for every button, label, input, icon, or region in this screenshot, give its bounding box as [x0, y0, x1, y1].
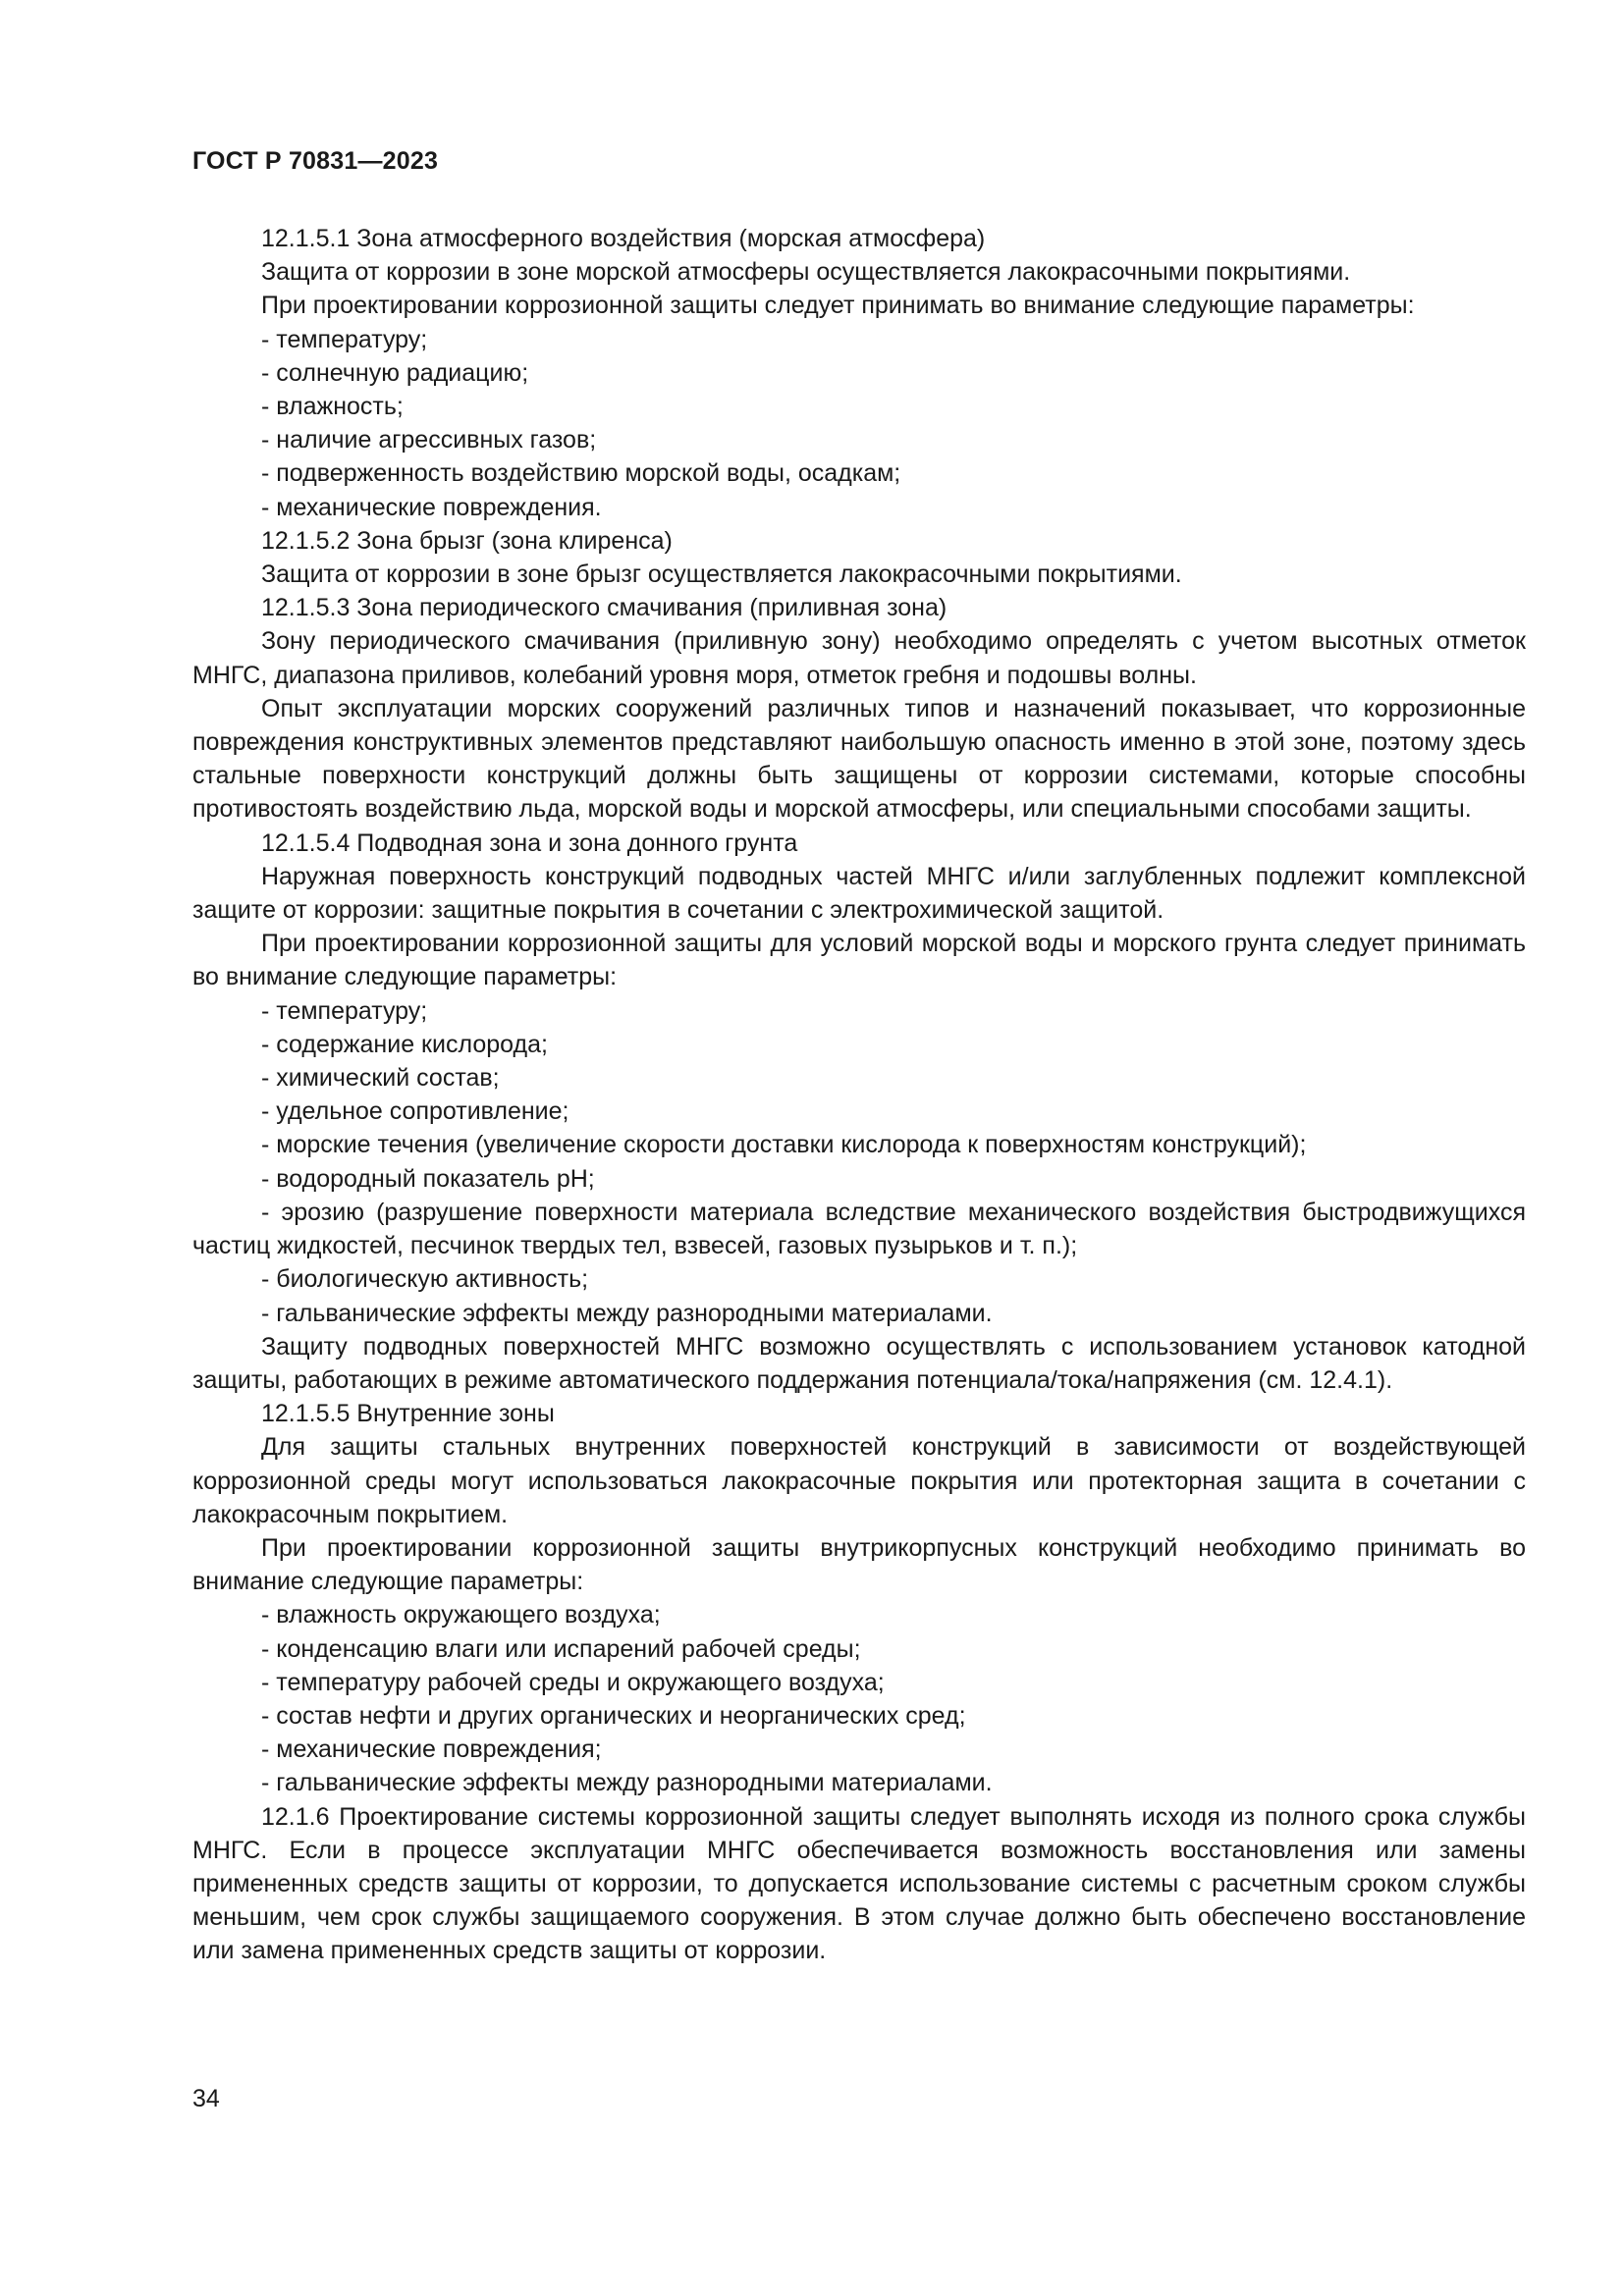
paragraph: Защита от коррозии в зоне морской атмосферы осуществляется лакокрасочными покрытиями. — [261, 258, 1351, 287]
list-item: - химический состав; — [261, 1064, 500, 1093]
list-item: - наличие агрессивных газов; — [261, 426, 597, 454]
section-heading: 12.1.5.3 Зона периодического смачивания (приливная зона) — [261, 594, 947, 622]
list-item: - биологическую активность; — [261, 1265, 589, 1294]
section-heading: 12.1.5.5 Внутренние зоны — [261, 1400, 555, 1428]
list-item: - температуру; — [261, 996, 428, 1025]
list-item: - влажность; — [261, 393, 404, 421]
paragraph: Защиту подводных поверхностей МНГС возможно осуществлять с использованием установок катодной защиты, работающих в режиме автоматического поддержания потенциала/тока/напряжения (см. 12.4.1). — [192, 1332, 1526, 1394]
paragraph: Наружная поверхность конструкций подводных частей МНГС и/или заглубленных подлежит комплексной защите от коррозии: защитные покрытия в сочетании с электрохимической защитой. — [192, 862, 1526, 925]
list-item: - механические повреждения. — [261, 493, 602, 521]
list-item: - водородный показатель рН; — [261, 1164, 595, 1193]
list-item: - удельное сопротивление; — [261, 1097, 569, 1126]
list-item: - морские течения (увеличение скорости доставки кислорода к поверхностям конструкций); — [261, 1131, 1307, 1159]
section-heading: 12.1.5.1 Зона атмосферного воздействия (морская атмосфера) — [261, 225, 986, 252]
list-item: - температуру рабочей среды и окружающего воздуха; — [261, 1668, 885, 1696]
page-number: 34 — [192, 2085, 220, 2112]
document-body — [192, 222, 1526, 1968]
section-heading: 12.1.5.4 Подводная зона и зона донного грунта — [261, 828, 798, 857]
list-item: - гальванические эффекты между разнородными материалами. — [261, 1769, 993, 1797]
list-item: - эрозию (разрушение поверхности материала вследствие механического воздействия быстродвижущихся частиц жидкостей, песчинок твердых тел, взвесей, газовых пузырьков и т. п.); — [192, 1198, 1526, 1260]
list-item: - подверженность воздействию морской воды, осадкам; — [261, 459, 901, 488]
list-item: - механические повреждения; — [261, 1735, 602, 1764]
paragraph: Опыт эксплуатации морских сооружений различных типов и назначений показывает, что коррозионные повреждения конструктивных элементов представляют наибольшую опасность именно в этой зоне, поэтому здесь стальные поверхности конструкций должны быть защищены от коррозии системами, которые способны противостоять воздействию льда, морской воды и морской атмосферы, или специальными способами защиты. — [192, 694, 1526, 824]
list-item: - солнечную радиацию; — [261, 358, 529, 387]
paragraph: Защита от коррозии в зоне брызг осуществляется лакокрасочными покрытиями. — [261, 561, 1182, 589]
paragraph: Зону периодического смачивания (приливную зону) необходимо определять с учетом высотных отметок МНГС, диапазона приливов, колебаний уровня моря, отметок гребня и подошвы волны. — [192, 627, 1526, 689]
list-item: - гальванические эффекты между разнородными материалами. — [261, 1299, 993, 1327]
paragraph: 12.1.6 Проектирование системы коррозионной защиты следует выполнять исходя из полного срока службы МНГС. Если в процессе эксплуатации МНГС обеспечивается возможность восстановления или замены примененных средств защиты от коррозии, то допускается использование системы с расчетным сроком службы меньшим, чем срок службы защищаемого сооружения. В этом случае должно быть обеспечено восстановление или замена примененных средств защиты от коррозии. — [192, 1802, 1526, 1965]
list-item: - температуру; — [261, 325, 428, 353]
paragraph: Для защиты стальных внутренних поверхностей конструкций в зависимости от воздействующей коррозионной среды могут использоваться лакокрасочные покрытия или протекторная защита в сочетании с лакокрасочным покрытием. — [192, 1433, 1526, 1528]
paragraph: При проектировании коррозионной защиты внутрикорпусных конструкций необходимо принимать во внимание следующие параметры: — [192, 1533, 1526, 1596]
list-item: - влажность окружающего воздуха; — [261, 1601, 661, 1629]
paragraph: При проектировании коррозионной защиты следует принимать во внимание следующие параметры: — [261, 292, 1415, 320]
list-item: - конденсацию влаги или испарений рабочей среды; — [261, 1634, 861, 1663]
paragraph: При проектировании коррозионной защиты для условий морской воды и морского грунта следует принимать во внимание следующие параметры: — [192, 930, 1526, 991]
section-heading: 12.1.5.2 Зона брызг (зона клиренса) — [261, 526, 673, 555]
list-item: - состав нефти и других органических и неорганических сред; — [261, 1701, 966, 1730]
document-page — [192, 0, 1526, 2296]
standard-id: ГОСТ Р 70831—2023 — [192, 147, 439, 175]
list-item: - содержание кислорода; — [261, 1030, 548, 1058]
